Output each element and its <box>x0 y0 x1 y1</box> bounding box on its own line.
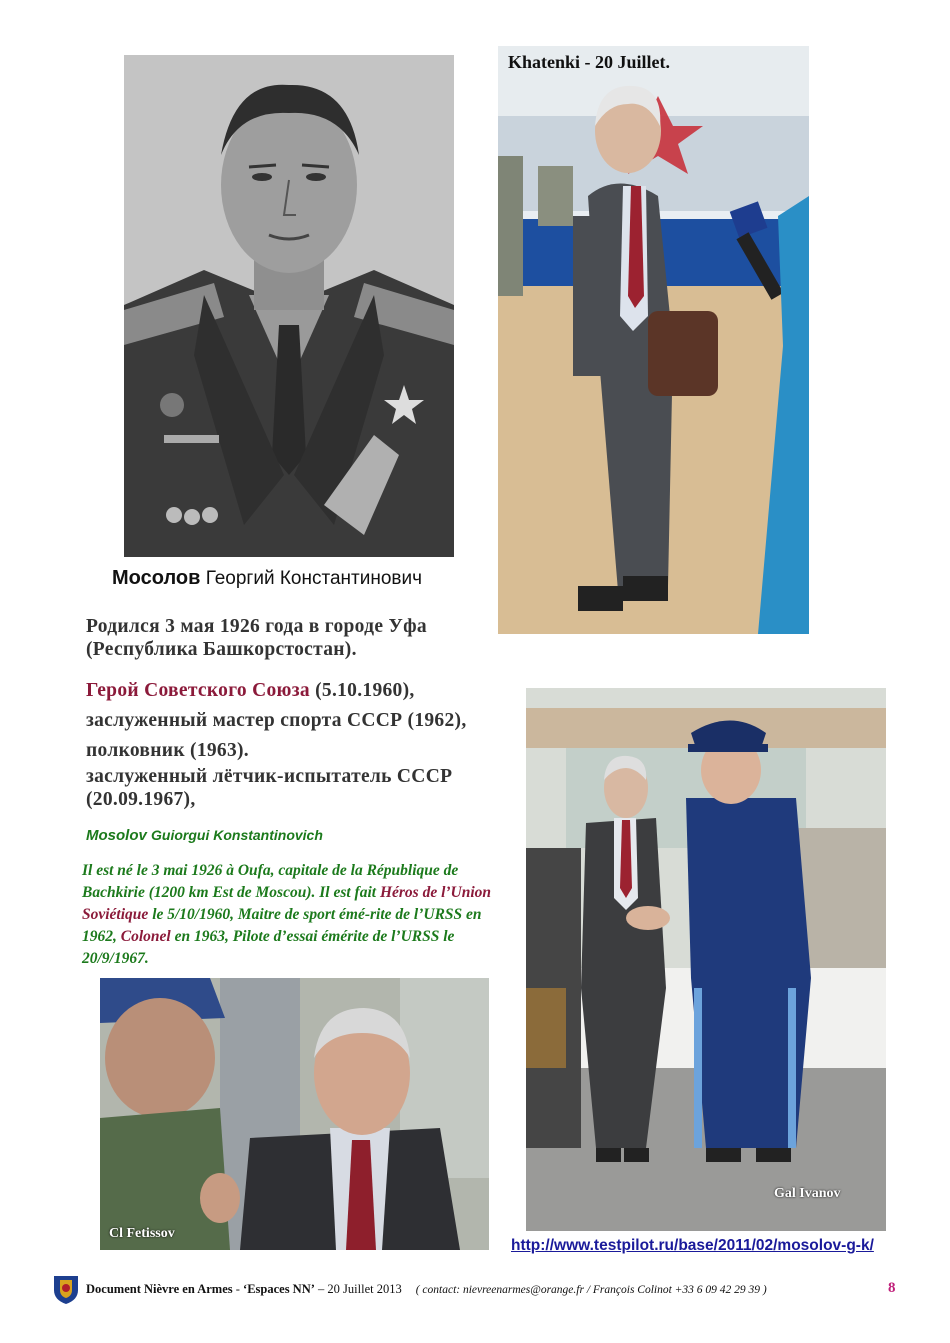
nievre-en-armes-logo <box>50 1272 82 1306</box>
footer-text <box>86 1282 767 1297</box>
fr-bio-part3: en 1963, Pilote d’essai émérite de l’URSS le 20/9/1967. <box>82 928 455 967</box>
fetissov-photo <box>100 978 489 1250</box>
footer-doc: Document Nièvre en Armes <box>86 1282 233 1296</box>
fr-bio-part2: le 5/10/1960, Maitre de sport émé-rite de l’URSS en 1962, <box>82 906 482 945</box>
surname-french: Mosolov <box>86 827 147 844</box>
footer <box>50 1272 910 1306</box>
ru-bio-hero-line <box>86 676 467 706</box>
testpilot-link[interactable]: http://www.testpilot.ru/base/2011/02/mosolov-g-k/ <box>511 1237 874 1254</box>
fetissov-caption: Cl Fetissov <box>109 1226 175 1241</box>
ru-bio-line7: (20.09.1967), <box>86 789 196 810</box>
footer-sep: - <box>232 1282 244 1296</box>
handshake-photo <box>526 688 886 1231</box>
footer-contact: ( contact: nievreenarmes@orange.fr / François Colinot +33 6 09 42 29 39 ) <box>415 1284 767 1296</box>
fr-bio-paragraph <box>82 860 502 970</box>
handshake-caption: Gal Ivanov <box>774 1186 841 1201</box>
page-number: 8 <box>888 1280 896 1296</box>
footer-edition: ‘Espaces NN’ <box>243 1282 315 1296</box>
ru-bio-birth <box>86 615 427 661</box>
ru-bio-hero: Герой Советского Союза <box>86 680 310 701</box>
ru-bio-line5: полковник (1963). <box>86 740 249 761</box>
khatenki-caption: Khatenki - 20 Juillet. <box>508 52 671 72</box>
given-name-french: Guiorgui Konstantinovich <box>151 827 323 843</box>
ru-bio-line2: (Республика Башкорстостан). <box>86 639 357 660</box>
ru-bio-line4: заслуженный мастер спорта СССР (1962), <box>86 710 467 731</box>
name-russian <box>112 567 422 590</box>
fr-bio-hero: Héros de l’Union Soviétique <box>82 884 492 923</box>
ru-bio-line1: Родился 3 мая 1926 года в городе Уфа <box>86 616 427 637</box>
given-name-russian: Георгий Константинович <box>205 568 423 589</box>
ru-bio-testpilot <box>86 765 452 811</box>
fr-bio-colonel: Colonel <box>120 928 171 945</box>
footer-date: – 20 Juillet 2013 <box>314 1282 402 1296</box>
khatenki-photo <box>498 46 809 634</box>
ru-bio-hero-date: (5.10.1960), <box>309 680 415 701</box>
ru-bio-titles <box>86 676 467 766</box>
portrait-photo <box>124 55 454 557</box>
name-french <box>86 827 323 844</box>
ru-bio-line6: заслуженный лётчик-испытатель СССР <box>86 766 453 787</box>
surname-russian: Мосолов <box>112 567 201 589</box>
fr-bio-part1: Il est né le 3 mai 1926 à Oufa, capitale de la République de Bachkirie (1200 km Est de Moscou). Il est fait <box>82 862 459 901</box>
